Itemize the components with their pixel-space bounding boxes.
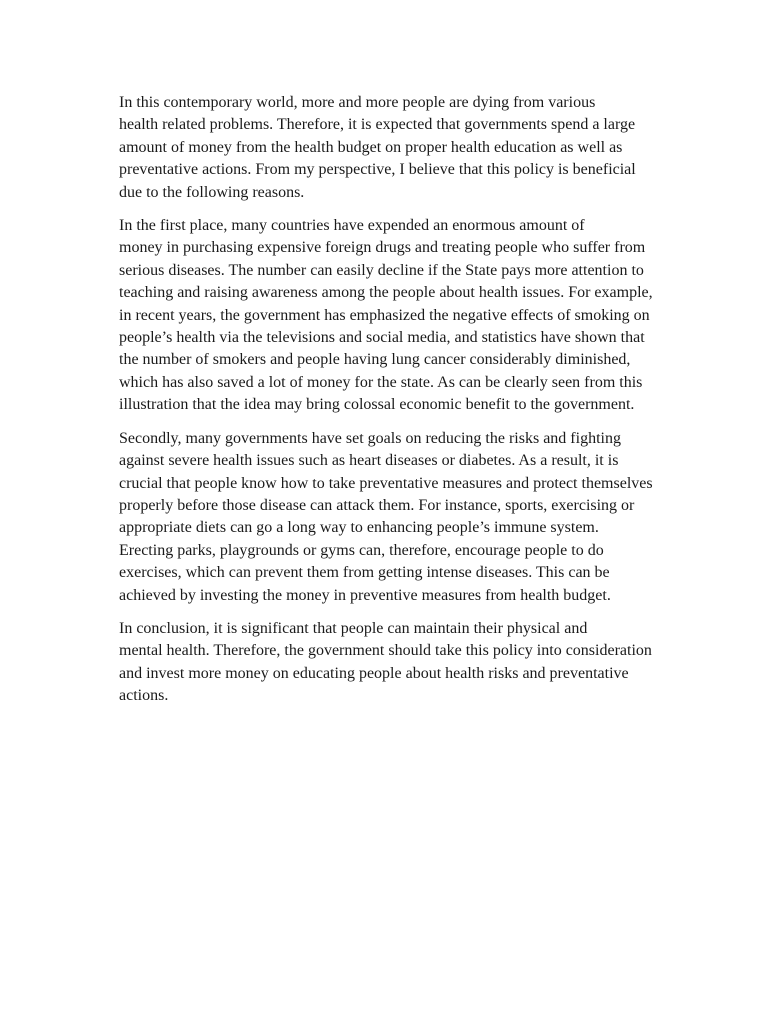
- paragraph-first-reason: [89, 215, 689, 417]
- paragraph-line: exercises, which can prevent them from getting intense diseases. This can be: [119, 564, 610, 582]
- paragraph-line: in recent years, the government has emphasized the negative effects of smoking on: [119, 306, 650, 324]
- paragraph-line: properly before those disease can attack them. For instance, sports, exercising or: [119, 496, 635, 514]
- paragraph-line: mental health. Therefore, the government should take this policy into consideration: [119, 642, 652, 660]
- paragraph-line: the number of smokers and people having lung cancer considerably diminished,: [119, 351, 631, 369]
- paragraph-line: and invest more money on educating people about health risks and preventative: [119, 664, 629, 682]
- paragraph-line: In the first place, many countries have expended an enormous amount of: [119, 217, 585, 235]
- paragraph-line: amount of money from the health budget on proper health education as well as: [119, 138, 623, 156]
- paragraph-line: people’s health via the televisions and social media, and statistics have shown that: [119, 329, 645, 347]
- paragraph-line: crucial that people know how to take preventative measures and protect themselves: [119, 474, 653, 492]
- paragraph-line: In this contemporary world, more and more people are dying from various: [119, 94, 596, 111]
- paragraph-line: preventative actions. From my perspective, I believe that this policy is beneficial: [119, 161, 636, 179]
- paragraph-line: money in purchasing expensive foreign drugs and treating people who suffer from: [119, 239, 646, 257]
- paragraph-line: actions.: [119, 687, 169, 705]
- paragraph-line: against severe health issues such as heart diseases or diabetes. As a result, it is: [119, 452, 619, 470]
- paragraph-line: Secondly, many governments have set goals on reducing the risks and fighting: [119, 429, 621, 447]
- paragraph-second-reason: [89, 428, 689, 607]
- paragraph-line: appropriate diets can go a long way to enhancing people’s immune system.: [119, 519, 599, 537]
- paragraph-line: health related problems. Therefore, it is expected that governments spend a large: [119, 116, 636, 134]
- paragraph-line: illustration that the idea may bring colossal economic benefit to the government.: [119, 396, 635, 414]
- paragraph-line: teaching and raising awareness among the people about health issues. For example,: [119, 284, 653, 302]
- paragraph-introduction: [89, 92, 689, 204]
- essay-body: [89, 92, 689, 719]
- paragraph-line: due to the following reasons.: [119, 183, 305, 201]
- paragraph-conclusion: [89, 618, 689, 708]
- paragraph-line: achieved by investing the money in preventive measures from health budget.: [119, 586, 611, 604]
- paragraph-line: Erecting parks, playgrounds or gyms can, therefore, encourage people to do: [119, 541, 604, 559]
- paragraph-line: In conclusion, it is significant that people can maintain their physical and: [119, 619, 588, 637]
- paragraph-line: serious diseases. The number can easily decline if the State pays more attention to: [119, 261, 644, 279]
- paragraph-line: which has also saved a lot of money for the state. As can be clearly seen from this: [119, 373, 643, 391]
